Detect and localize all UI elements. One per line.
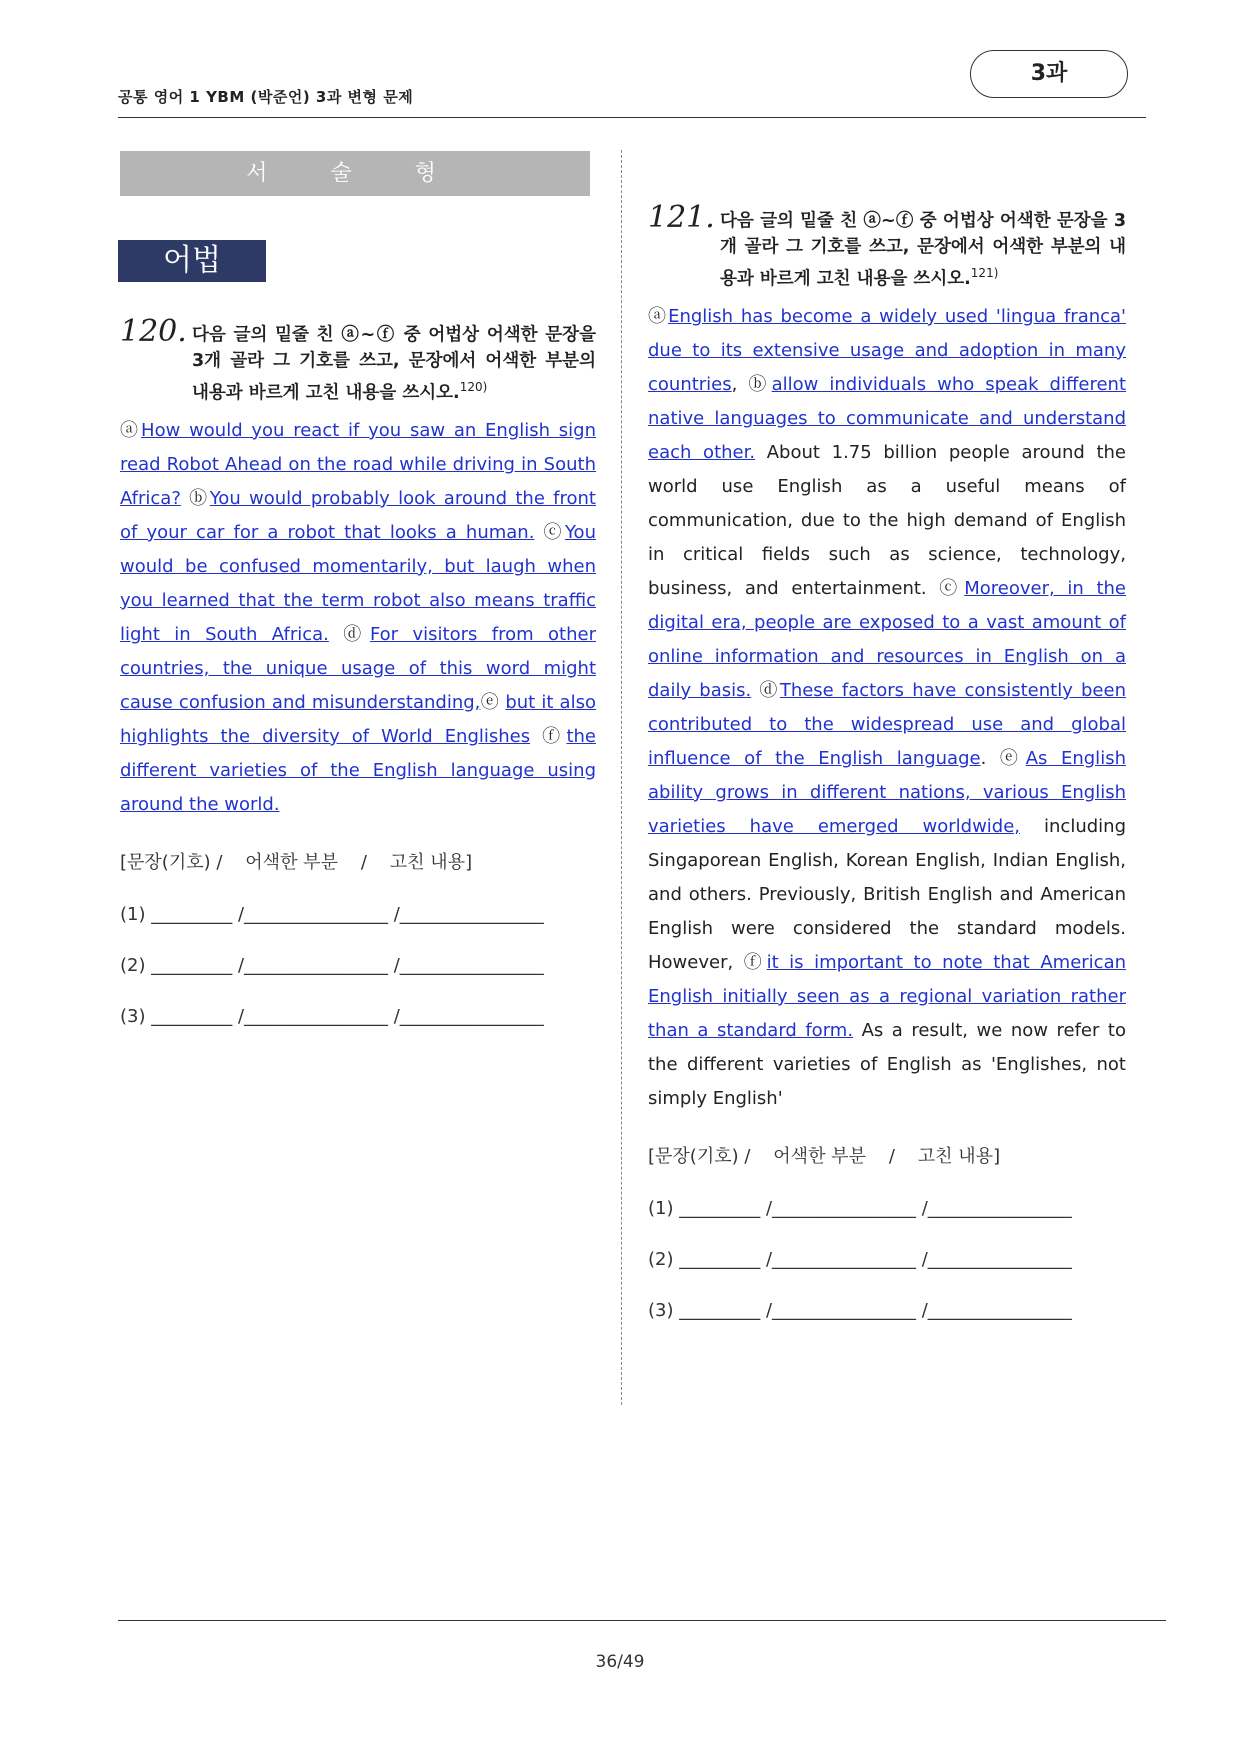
underlined-sentence: For visitors from other countries, the unique usage of this word might cause confusion and misunderstanding,	[120, 623, 596, 713]
footnote-ref: 120)	[459, 380, 488, 394]
underlined-sentence: English has become a widely used 'lingua franca' due to its extensive usage and adoption in many countries	[648, 305, 1127, 395]
category-label-grammar: 어법	[118, 240, 266, 282]
underlined-sentence: You would be confused momentarily, but laugh when you learned that the term robot also means traffic light in South Africa.	[120, 521, 596, 645]
passage-text: ⓐ	[120, 419, 142, 441]
underlined-sentence: Moreover, in the digital era, people are exposed to a vast amount of online information and resources in English on a daily basis.	[648, 577, 1126, 701]
lesson-badge: 3과	[970, 50, 1128, 98]
passage-text: About 1.75 billion people around the world use English as a useful means of communication, due to the high demand of English in critical fields such as science, technology, business, and entertainment. ⓒ	[648, 441, 1126, 599]
page-number: 36/49	[595, 1652, 645, 1672]
passage-text: ⓕ	[530, 725, 567, 747]
answer-line-2[interactable]: (2) _________ /________________ /________________	[120, 954, 544, 976]
question-121	[648, 200, 1127, 1321]
question-header	[120, 314, 596, 406]
footnote-ref: 121)	[970, 266, 999, 280]
answer-line-3[interactable]: (3) _________ /________________ /________________	[120, 1005, 544, 1027]
underlined-sentence: the different varieties of the English language using around the world.	[120, 725, 596, 815]
section-bar-descriptive: 서 술 형	[120, 151, 590, 196]
header-divider	[118, 117, 1146, 118]
question-number: 120.	[120, 314, 187, 349]
passage-text: , ⓑ	[731, 373, 772, 395]
question-prompt: 다음 글의 밑줄 친 ⓐ~ⓕ 중 어법상 어색한 문장을 3개 골라 그 기호를 쓰고, 문장에서 어색한 부분의 내용과 바르게 고친 내용을 쓰시오.$^{120)}$	[192, 325, 596, 403]
passage	[648, 300, 1126, 1116]
answer-line-1[interactable]: (1) _________ /________________ /________________	[120, 903, 544, 925]
underlined-sentence: As English ability grows in different nations, various English varieties have emerged worldwide,	[648, 747, 1126, 837]
underlined-sentence: but it also highlights the diversity of World Englishes	[120, 691, 596, 747]
underlined-sentence: allow individuals who speak different native languages to communicate and understand each other.	[648, 373, 1126, 463]
passage-text: ⓓ	[328, 623, 370, 645]
document-header-title: 공통 영어 1 YBM (박준언) 3과 변형 문제	[118, 88, 414, 106]
passage-text: . ⓔ	[980, 747, 1026, 769]
footer-divider	[118, 1620, 1166, 1621]
passage-text: ⓓ	[751, 679, 780, 701]
question-prompt: 다음 글의 밑줄 친 ⓐ~ⓕ 중 어법상 어색한 문장을 3개 골라 그 기호를 쓰고, 문장에서 어색한 부분의 내용과 바르게 고친 내용을 쓰시오.$^{121)}$	[720, 211, 1126, 289]
question-header	[648, 200, 1126, 292]
underlined-sentence: it is important to note that American English initially seen as a regional variation rather than a standard form.	[648, 951, 1127, 1041]
question-number: 121.	[648, 200, 715, 235]
answer-line-2[interactable]: (2) _________ /________________ /________________	[648, 1248, 1072, 1270]
answer-line-3[interactable]: (3) _________ /________________ /________________	[648, 1299, 1072, 1321]
passage	[120, 414, 596, 822]
passage-text: ⓐ	[648, 305, 669, 327]
column-divider	[621, 150, 622, 1405]
underlined-sentence: How would you react if you saw an English sign read Robot Ahead on the road while driving in South Africa?	[120, 419, 597, 509]
answer-line-1[interactable]: (1) _________ /________________ /________________	[648, 1197, 1072, 1219]
passage-text: ⓒ	[534, 521, 565, 543]
answer-guide: [문장(기호) / 어색한 부분 / 고친 내용]	[120, 851, 473, 873]
passage-text: including Singaporean English, Korean English, Indian English, and others. Previously, British English and American English were considered the standard models. However, ⓕ	[648, 815, 1127, 973]
underlined-sentence: These factors have consistently been contributed to the widespread use and global influence of the English language	[648, 679, 1126, 769]
question-120	[120, 314, 597, 1027]
underlined-sentence: You would probably look around the front of your car for a robot that looks a human.	[120, 487, 596, 543]
answer-guide: [문장(기호) / 어색한 부분 / 고친 내용]	[648, 1145, 1001, 1167]
passage-text: ⓔ	[480, 691, 506, 713]
passage-text: As a result, we now refer to the different varieties of English as 'Englishes, not simply English'	[648, 1019, 1126, 1109]
passage-text: ⓑ	[180, 487, 210, 509]
